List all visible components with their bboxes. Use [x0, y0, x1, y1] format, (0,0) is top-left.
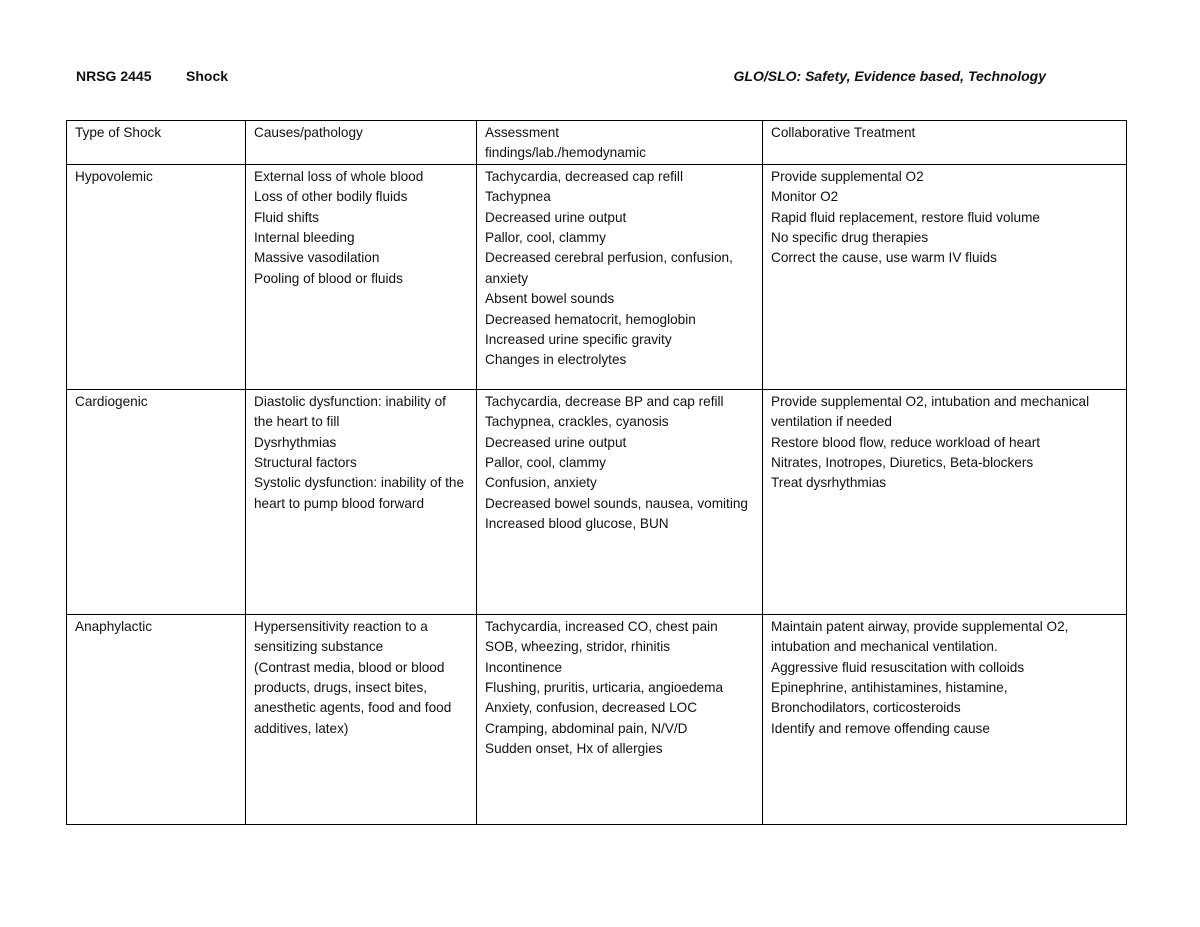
list-item: Pallor, cool, clammy [485, 230, 606, 246]
list-item: Anxiety, confusion, decreased LOC [485, 700, 698, 716]
treatment-cell [763, 164, 1127, 389]
shock-type-cell: Cardiogenic [67, 389, 246, 614]
column-header-causes: Causes/pathology [246, 121, 477, 165]
list-item: Tachycardia, decrease BP and cap refill [485, 393, 724, 409]
treatment-cell [763, 614, 1127, 824]
page-header [76, 68, 1046, 88]
list-item: Increased blood glucose, BUN [485, 516, 669, 532]
list-item: Systolic dysfunction: inability of the heart to pump blood forward [254, 475, 465, 511]
list-item: Absent bowel sounds [485, 291, 615, 307]
list-item: Monitor O2 [771, 189, 839, 205]
list-item: Incontinence [485, 659, 563, 675]
column-header-type: Type of Shock [67, 121, 246, 165]
list-item: Treat dysrhythmias [771, 475, 887, 491]
list-item: Restore blood flow, reduce workload of heart [771, 434, 1041, 450]
list-item: Hypersensitivity reaction to a sensitizing substance [254, 618, 428, 655]
table-row [67, 614, 1127, 824]
column-header-treatment: Collaborative Treatment [763, 121, 1127, 165]
list-item: Maintain patent airway, provide supplemental O2, intubation and mechanical ventilation. [771, 618, 1069, 655]
list-item: Provide supplemental O2, intubation and mechanical ventilation if needed [771, 393, 1090, 430]
list-item: Fluid shifts [254, 209, 319, 225]
treatment-cell [763, 389, 1127, 614]
causes-cell [246, 389, 477, 614]
list-item: Cramping, abdominal pain, N/V/D [485, 720, 688, 736]
list-item: Tachycardia, decreased cap refill [485, 168, 683, 184]
list-item: Increased urine specific gravity [485, 332, 672, 348]
causes-cell [246, 614, 477, 824]
list-item: Decreased urine output [485, 209, 627, 225]
list-item: No specific drug therapies [771, 230, 929, 246]
list-item: Nitrates, Inotropes, Diuretics, Beta-blockers [771, 455, 1034, 471]
list-item: Tachypnea, crackles, cyanosis [485, 414, 669, 430]
assessment-cell [477, 164, 763, 389]
causes-cell [246, 164, 477, 389]
list-item: Bronchodilators, corticosteroids [771, 700, 961, 716]
list-item: Decreased urine output [485, 434, 627, 450]
list-item: Massive vasodilation [254, 250, 380, 266]
list-item: Changes in electrolytes [485, 352, 627, 368]
list-item: Structural factors [254, 455, 357, 471]
list-item: Confusion, anxiety [485, 475, 597, 491]
list-item: Decreased bowel sounds, nausea, vomiting [485, 495, 748, 511]
list-item: (Contrast media, blood or blood products, drugs, insect bites, anesthetic agents, food and food additives, latex) [254, 659, 452, 736]
learning-objectives: GLO/SLO: Safety, Evidence based, Technology [733, 68, 1046, 84]
list-item: Dysrhythmias [254, 434, 337, 450]
list-item: Tachypnea [485, 189, 551, 205]
list-item: Loss of other bodily fluids [254, 189, 408, 205]
course-code: NRSG 2445 [76, 68, 152, 84]
list-item: Internal bleeding [254, 230, 355, 246]
table-row [67, 164, 1127, 389]
list-item: Pallor, cool, clammy [485, 455, 606, 471]
list-item: Decreased hematocrit, hemoglobin [485, 311, 696, 327]
list-item: Identify and remove offending cause [771, 720, 990, 736]
list-item: Flushing, pruritis, urticaria, angioedema [485, 680, 724, 696]
column-header-assessment: Assessment findings/lab./hemodynamic [477, 121, 763, 165]
page-title: Shock [186, 68, 229, 84]
list-item: Aggressive fluid resuscitation with colloids [771, 659, 1025, 675]
assessment-cell [477, 614, 763, 824]
list-item: Correct the cause, use warm IV fluids [771, 250, 997, 266]
list-item: External loss of whole blood [254, 168, 424, 184]
list-item: Sudden onset, Hx of allergies [485, 741, 663, 757]
shock-type-cell: Hypovolemic [67, 164, 246, 389]
list-item: Decreased cerebral perfusion, confusion, anxiety [485, 250, 733, 286]
shock-type-cell: Anaphylactic [67, 614, 246, 824]
list-item: Rapid fluid replacement, restore fluid volume [771, 209, 1040, 225]
list-item: Provide supplemental O2 [771, 168, 924, 184]
list-item: Diastolic dysfunction: inability of the heart to fill [254, 393, 446, 430]
table-header-row [67, 121, 1127, 165]
list-item: Tachycardia, increased CO, chest pain [485, 618, 718, 634]
list-item: SOB, wheezing, stridor, rhinitis [485, 639, 671, 655]
assessment-cell [477, 389, 763, 614]
shock-table [66, 120, 1127, 825]
table-row [67, 389, 1127, 614]
list-item: Pooling of blood or fluids [254, 270, 403, 286]
list-item: Epinephrine, antihistamines, histamine, [771, 680, 1008, 696]
